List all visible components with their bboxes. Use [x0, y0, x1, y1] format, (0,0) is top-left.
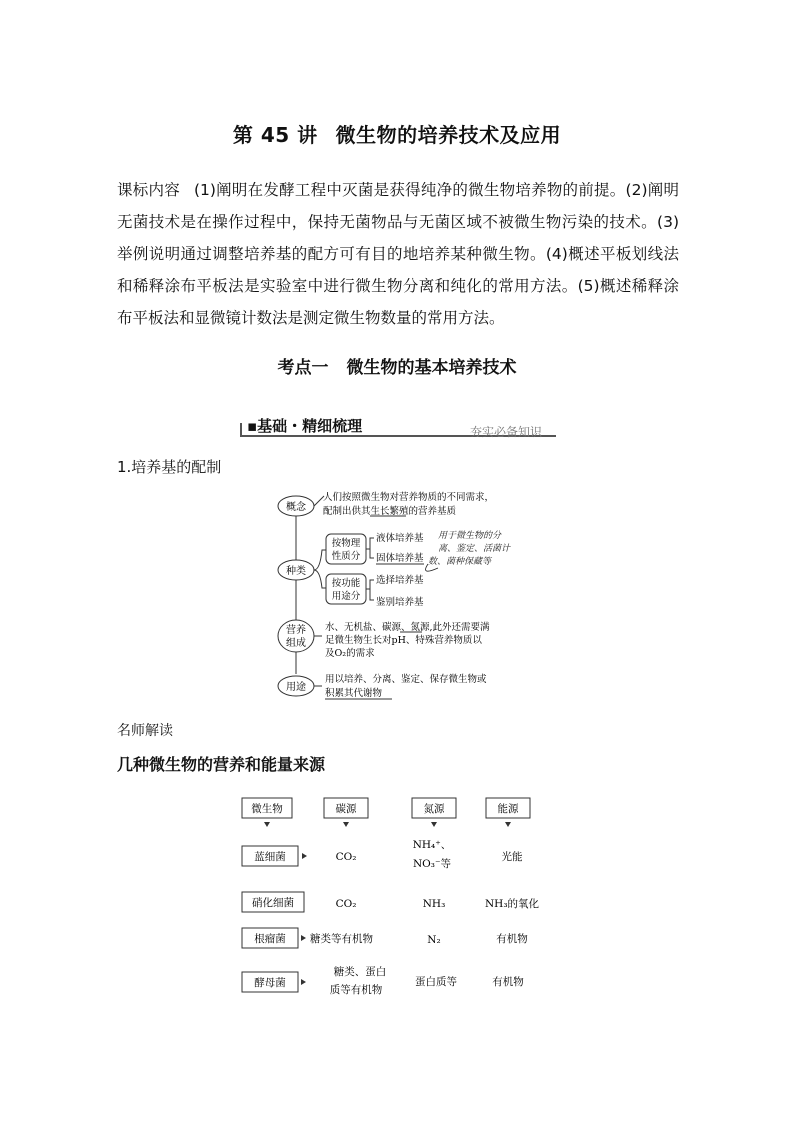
- concept-text-line-2: 配制出供其生长繁殖的营养基质: [323, 506, 457, 517]
- use-text-line-1: 用以培养、分离、鉴定、保存微生物或: [325, 674, 487, 685]
- row4-name: 酵母菌: [254, 977, 286, 989]
- curriculum-paragraph: [117, 174, 679, 334]
- row3-name: 根瘤菌: [254, 933, 286, 945]
- header-arrow-3: [431, 822, 437, 827]
- row3-carbon: 糖类等有机物: [310, 933, 373, 945]
- handwritten-note-1: 用于微生物的分: [438, 531, 502, 541]
- row1-nitrogen-1: NH₄⁺、: [412, 839, 452, 851]
- row4-carbon-1: 糖类、蛋白: [333, 966, 387, 978]
- types-branch-up: [314, 550, 326, 570]
- solid-medium: 固体培养基: [376, 553, 424, 564]
- banner-title: ▪基础・精细梳理: [247, 417, 363, 435]
- nutrition-text-line-1: 水、无机盐、碳源、氮源,此外还需要满: [325, 622, 490, 633]
- by-function-line-1: 按功能: [331, 578, 361, 589]
- handwritten-note-3: 数、菌种保藏等: [428, 557, 492, 567]
- selective-medium: 选择培养基: [376, 575, 424, 586]
- types-branch-down: [314, 570, 326, 588]
- by-physical-line-1: 按物理: [331, 538, 361, 549]
- header-energy: 能源: [497, 803, 519, 815]
- row4-carbon-2: 质等有机物: [329, 984, 383, 996]
- nutrition-text-line-2: 足微生物生长对pH、特殊营养物质以: [325, 635, 482, 646]
- use-node-label: 用途: [286, 682, 306, 693]
- row2-carbon: CO₂: [335, 898, 357, 910]
- curriculum-label: 课标内容: [117, 181, 180, 199]
- liquid-medium: 液体培养基: [376, 533, 424, 544]
- row3-nitrogen: N₂: [427, 934, 441, 946]
- curriculum-text: (1)阐明在发酵工程中灭菌是获得纯净的微生物培养物的前提。(2)阐明无菌技术是在操作过程中，保持无菌物品与无菌区域不被微生物污染的技术。(3)举例说明通过调整培养基的配方可有目的地培养某种微生物。(4)概述平板划线法和稀释涂布平板法是实验室中进行微生物分离和纯化的常用方法。(5)概述稀释涂布平板法和显微镜计数法是测定微生物数量的常用方法。: [117, 181, 679, 327]
- nutrition-node-line-2: 组成: [286, 638, 306, 649]
- subheading-medium-preparation: 1.培养基的配制: [117, 458, 222, 476]
- lecture-title: 微生物的培养技术及应用: [335, 123, 562, 147]
- physical-branch-up: [366, 538, 374, 549]
- banner-subtitle: 夯实必备知识: [469, 425, 542, 439]
- medium-concept-map: [260, 484, 560, 706]
- handwritten-note-2: 离、鉴定、活菌计: [438, 544, 511, 554]
- row2-nitrogen: NH₃: [422, 898, 446, 910]
- concept-node-label: 概念: [286, 502, 306, 513]
- row1-name: 蓝细菌: [254, 851, 286, 863]
- header-carbon: 碳源: [335, 803, 357, 815]
- row4-energy: 有机物: [492, 976, 524, 988]
- row1-energy: 光能: [501, 851, 523, 863]
- function-branch-up: [366, 580, 374, 589]
- section-title: 微生物的基本培养技术: [346, 358, 517, 378]
- identification-medium: 鉴别培养基: [376, 597, 424, 608]
- concept-text-line-1: 人们按照微生物对营养物质的不同需求，: [323, 492, 495, 503]
- row2-name: 硝化细菌: [252, 897, 294, 909]
- header-microbe: 微生物: [251, 803, 283, 815]
- row1-carbon: CO₂: [335, 851, 357, 863]
- header-arrow-4: [505, 822, 511, 827]
- header-arrow-1: [264, 822, 270, 827]
- row1-nitrogen-2: NO₃⁻等: [412, 858, 452, 870]
- row2-energy: NH₃的氧化: [484, 898, 540, 910]
- nutrition-text-line-3: 及O₂的需求: [325, 648, 375, 659]
- header-arrow-2: [343, 822, 349, 827]
- section-heading: [0, 353, 794, 378]
- subheading-nutrition-sources: 几种微生物的营养和能量来源: [117, 755, 326, 774]
- lecture-number: 第 45 讲: [232, 123, 318, 147]
- page-title: [0, 119, 794, 148]
- by-physical-line-2: 性质分: [331, 551, 361, 562]
- section-number: 考点一: [277, 358, 329, 378]
- row4-arrow: [301, 979, 306, 985]
- row3-energy: 有机物: [496, 933, 528, 945]
- use-text-line-2: 积累其代谢物: [325, 688, 383, 699]
- row3-arrow: [301, 935, 306, 941]
- teacher-note-label: 名师解读: [117, 723, 173, 739]
- row1-arrow: [302, 853, 307, 859]
- row4-nitrogen: 蛋白质等: [415, 976, 457, 988]
- header-nitrogen: 氮源: [423, 803, 445, 815]
- nutrition-node-line-1: 营养: [286, 625, 306, 636]
- nutrition-table: [236, 796, 566, 1000]
- by-function-line-2: 用途分: [331, 591, 361, 602]
- basics-banner: [240, 413, 556, 441]
- types-node-label: 种类: [286, 566, 306, 577]
- physical-branch-down: [370, 549, 374, 558]
- function-branch-down: [370, 589, 374, 600]
